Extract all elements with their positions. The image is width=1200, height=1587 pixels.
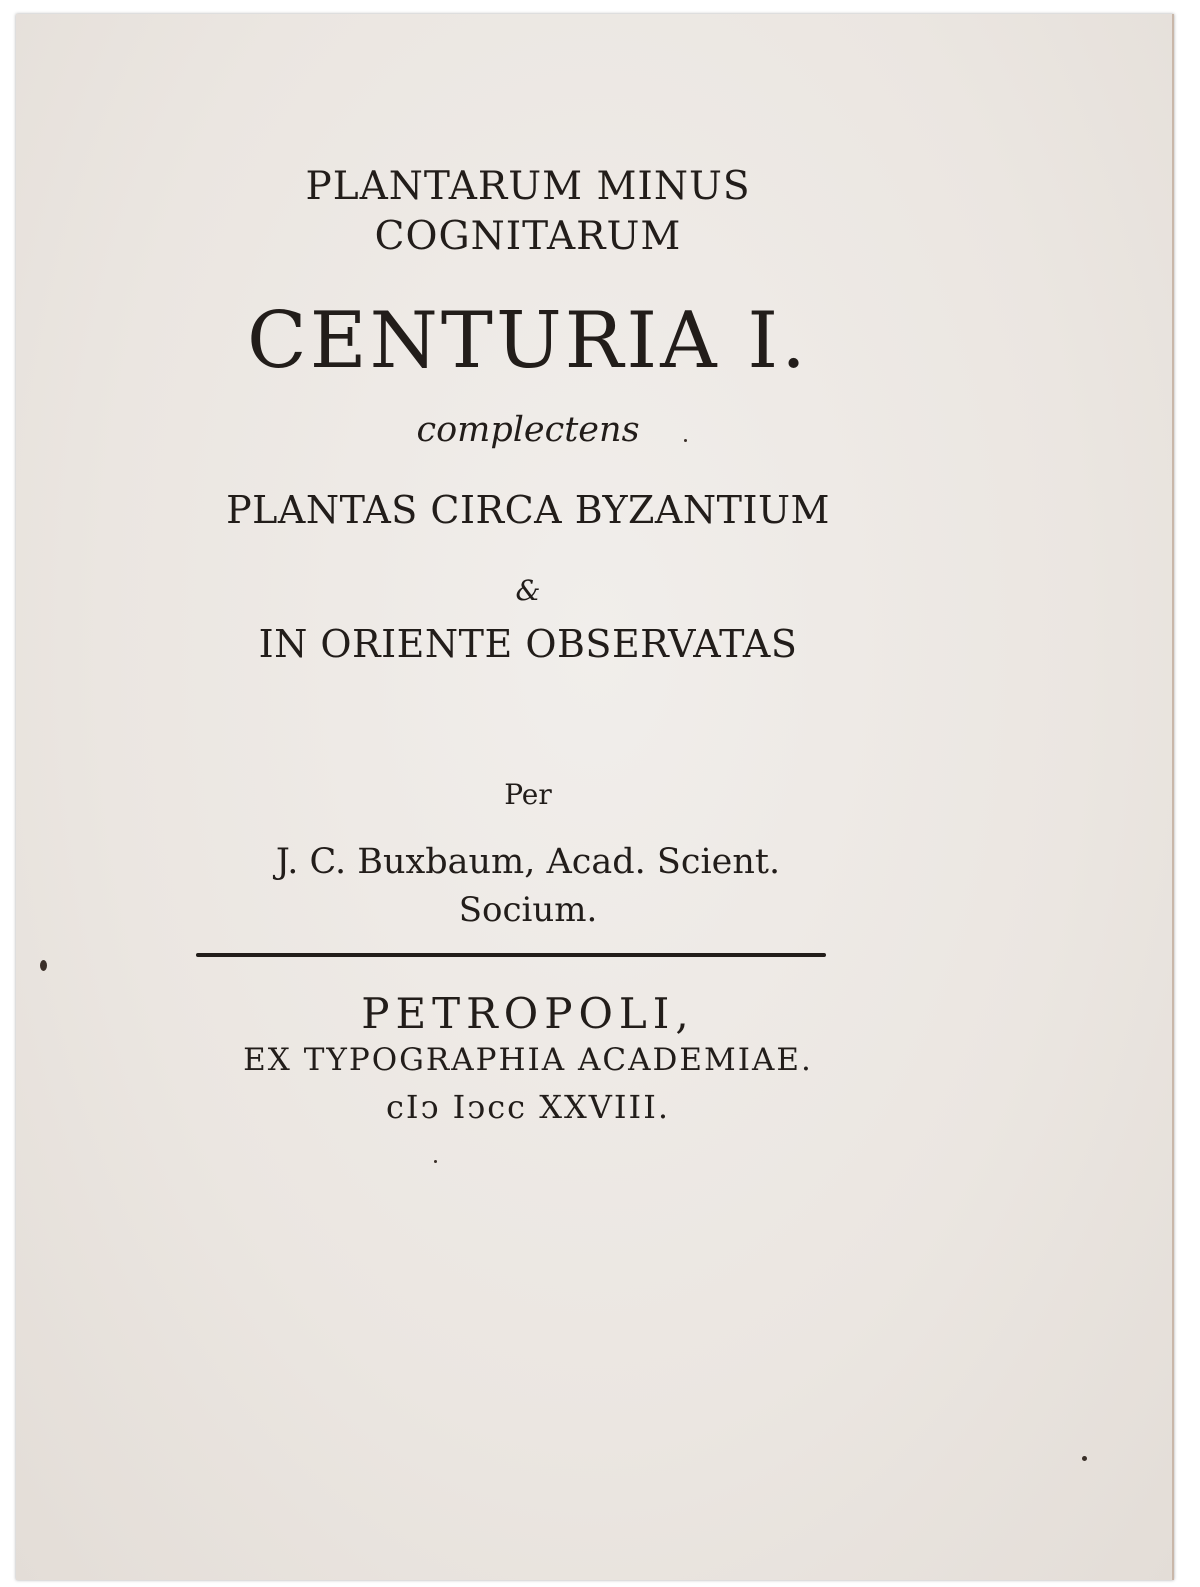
per-text: Per [504, 778, 552, 811]
title-line-1: PLANTARUM MINUS [305, 164, 751, 209]
ink-speck [434, 1160, 437, 1163]
divider-rule [196, 953, 826, 957]
imprint-year: cIↄ Iↄcc XXVIII. [386, 1088, 670, 1126]
ampersand: & [515, 574, 541, 607]
imprint-printer: EX TYPOGRAPHIA ACADEMIAE. [243, 1042, 813, 1078]
imprint-city: PETROPOLI, [361, 989, 695, 1038]
complectens-text: complectens [416, 410, 640, 450]
author-role: Socium. [458, 890, 598, 930]
title-line-2: COGNITARUM [374, 214, 682, 259]
title-page [16, 14, 1174, 1580]
subtitle-line-1: PLANTAS CIRCA BYZANTIUM [226, 488, 830, 532]
subtitle-line-2: IN ORIENTE OBSERVATAS [258, 622, 798, 666]
ink-speck [1082, 1456, 1087, 1461]
main-title: CENTURIA I. [247, 296, 809, 386]
ink-speck [40, 960, 47, 971]
author-name: J. C. Buxbaum, Acad. Scient. [275, 842, 781, 882]
ink-speck [684, 439, 687, 442]
